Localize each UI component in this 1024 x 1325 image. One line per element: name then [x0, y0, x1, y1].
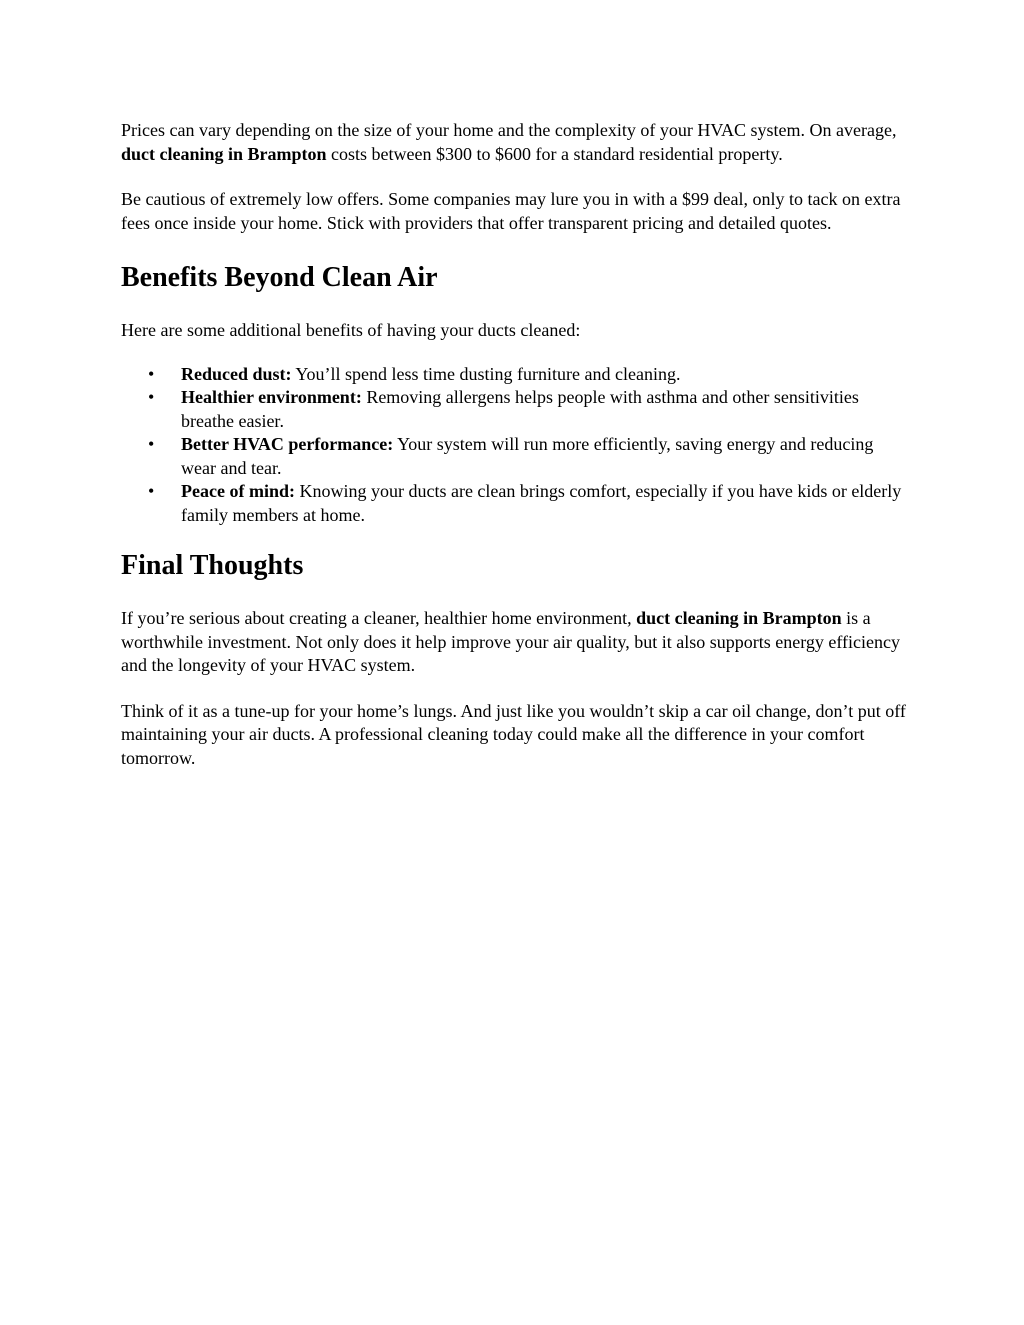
- list-item-text: Your system will run more efficiently, saving energy and reducing wear and tear.: [181, 434, 874, 478]
- bullet-icon: •: [148, 481, 155, 501]
- list-item: [121, 386, 911, 433]
- final-keyword: duct cleaning in Brampton: [636, 608, 842, 628]
- list-item-text: Removing allergens helps people with asthma and other sensitivities breathe easier.: [181, 387, 859, 431]
- caution-paragraph: Be cautious of extremely low offers. Some companies may lure you in with a $99 deal, only to tack on extra fees once inside your home. Stick with providers that offer transparent pricing and detailed quotes.: [121, 189, 901, 233]
- benefits-heading: Benefits Beyond Clean Air: [121, 262, 438, 293]
- bullet-icon: •: [148, 363, 155, 384]
- list-item-text: Knowing your ducts are clean brings comfort, especially if you have kids or elderly family members at home.: [181, 481, 902, 525]
- final-paragraph-2: Think of it as a tune-up for your home’s lungs. And just like you wouldn’t skip a car oil change, don’t put off maintaining your air ducts. A professional cleaning today could make all the difference in your comfort tomorrow.: [121, 700, 906, 768]
- bullet-icon: •: [148, 434, 155, 454]
- final-paragraph-1: [121, 607, 911, 678]
- bullet-icon: •: [148, 387, 155, 407]
- benefits-list: [121, 363, 911, 528]
- pricing-keyword: duct cleaning in Brampton: [121, 143, 327, 164]
- list-item-label: Healthier environment:: [181, 387, 362, 407]
- list-item-label: Peace of mind:: [181, 481, 295, 501]
- document-page: [121, 119, 911, 770]
- benefits-intro: Here are some additional benefits of having your ducts cleaned:: [121, 320, 581, 340]
- pricing-text-end: costs between $300 to $600 for a standard residential property.: [326, 143, 783, 164]
- list-item: [121, 433, 911, 480]
- list-item-text: You’ll spend less time dusting furniture and cleaning.: [291, 363, 681, 384]
- list-item: [121, 480, 911, 527]
- final-text-end: is a worthwhile investment. Not only does it help improve your air quality, but it also supports energy efficiency and the longevity of your HVAC system.: [121, 608, 901, 675]
- pricing-text-start: Prices can vary depending on the size of your home and the complexity of your HVAC system. On average,: [121, 120, 897, 140]
- pricing-paragraph: [121, 119, 911, 166]
- list-item-label: Reduced dust:: [181, 363, 292, 384]
- final-thoughts-heading: Final Thoughts: [121, 550, 304, 581]
- list-item: [121, 363, 911, 387]
- list-item-label: Better HVAC performance:: [181, 434, 394, 454]
- final-text-start: If you’re serious about creating a cleaner, healthier home environment,: [121, 608, 637, 628]
